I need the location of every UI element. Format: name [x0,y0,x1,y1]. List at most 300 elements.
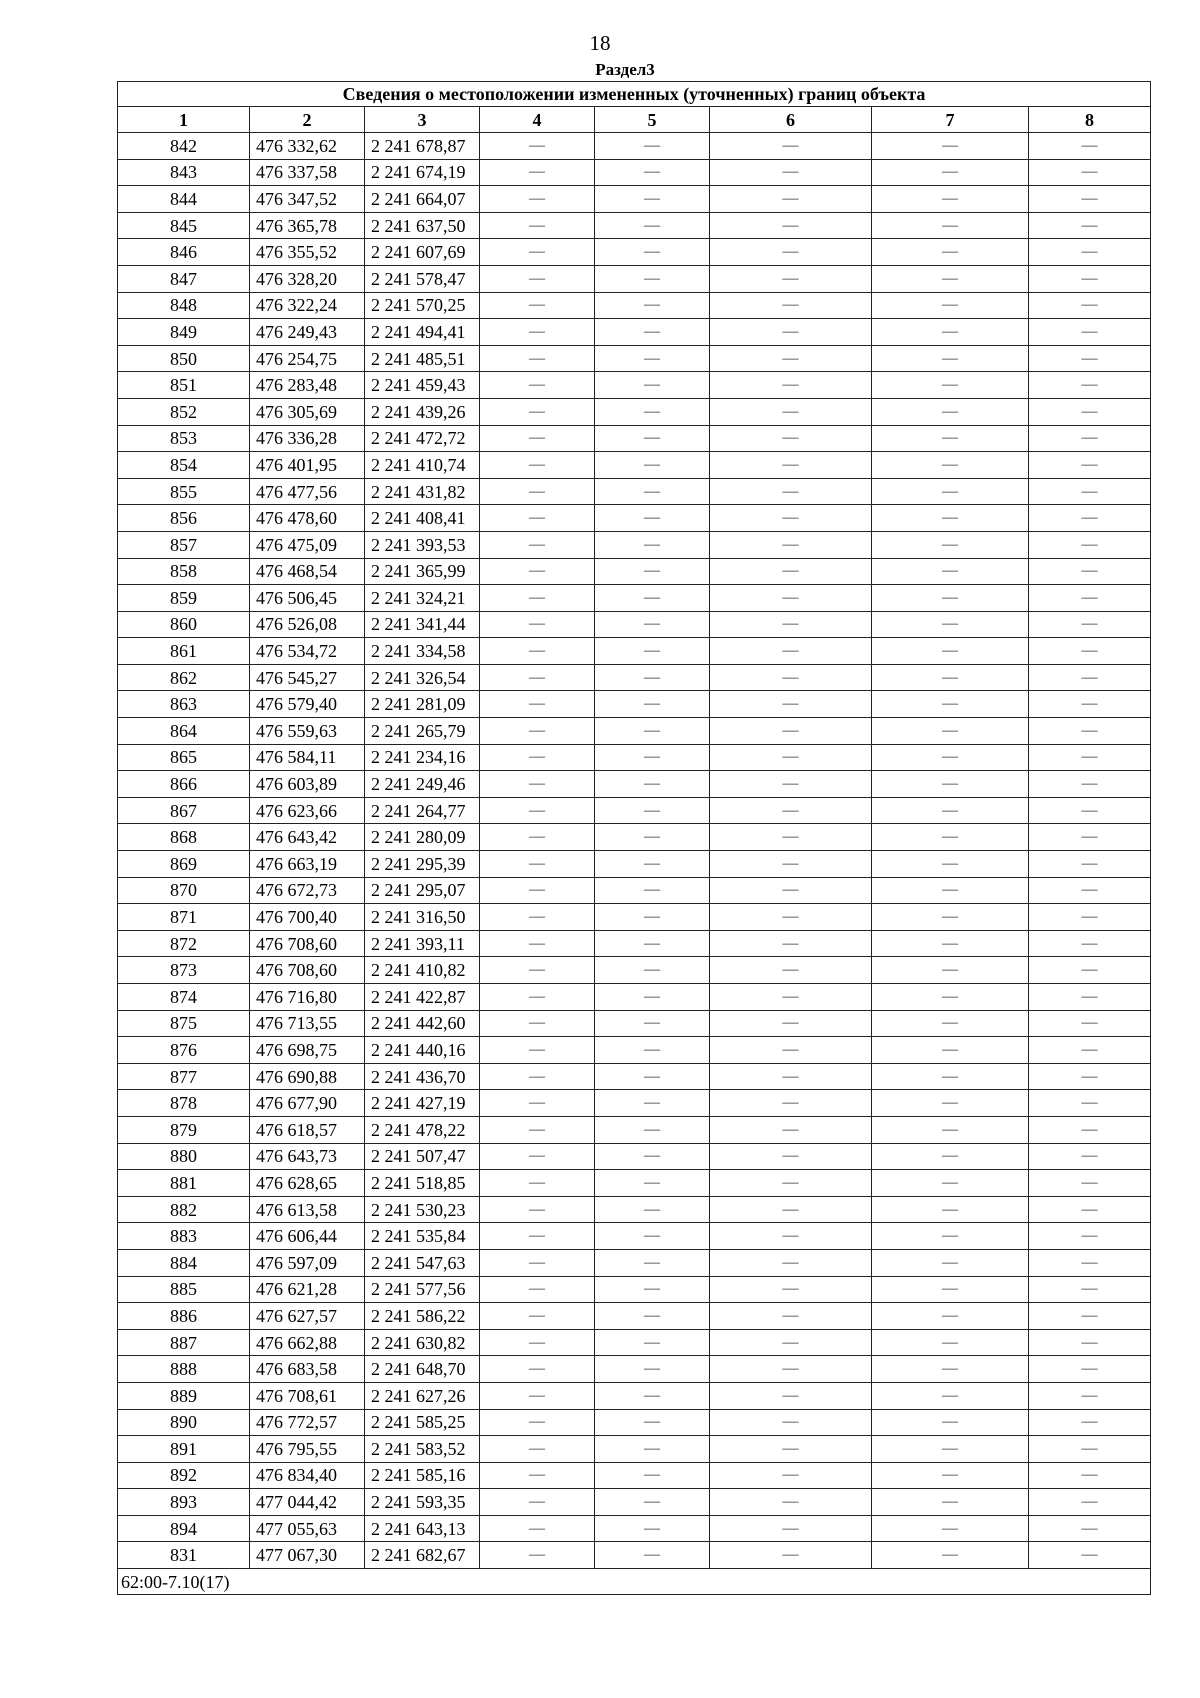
empty-cell-col-5: — [595,398,710,425]
empty-cell-col-4: — [480,1356,595,1383]
empty-cell-col-5: — [595,691,710,718]
x-coordinate-cell: 476 628,65 [250,1170,365,1197]
table-row [118,638,1151,665]
empty-cell-col-5: — [595,1063,710,1090]
empty-cell-col-8: — [1029,1303,1151,1330]
y-coordinate-cell: 2 241 678,87 [365,133,480,160]
empty-cell-col-4: — [480,1196,595,1223]
empty-cell-col-7: — [872,1249,1029,1276]
empty-cell-col-5: — [595,585,710,612]
y-coordinate-cell: 2 241 643,13 [365,1515,480,1542]
empty-cell-col-6: — [710,265,872,292]
empty-cell-col-8: — [1029,452,1151,479]
point-number-cell: 865 [118,744,250,771]
table-row [118,1515,1151,1542]
point-number-cell: 892 [118,1462,250,1489]
empty-cell-col-8: — [1029,478,1151,505]
empty-cell-col-5: — [595,638,710,665]
table-row [118,1462,1151,1489]
empty-cell-col-5: — [595,930,710,957]
empty-cell-col-7: — [872,1489,1029,1516]
empty-cell-col-4: — [480,1542,595,1569]
empty-cell-col-7: — [872,505,1029,532]
x-coordinate-cell: 476 795,55 [250,1436,365,1463]
empty-cell-col-6: — [710,611,872,638]
point-number-cell: 889 [118,1382,250,1409]
x-coordinate-cell: 476 772,57 [250,1409,365,1436]
empty-cell-col-8: — [1029,1409,1151,1436]
column-number: 5 [595,107,710,133]
empty-cell-col-4: — [480,345,595,372]
y-coordinate-cell: 2 241 281,09 [365,691,480,718]
empty-cell-col-7: — [872,957,1029,984]
point-number-cell: 849 [118,319,250,346]
empty-cell-col-5: — [595,1489,710,1516]
point-number-cell: 852 [118,398,250,425]
empty-cell-col-8: — [1029,1116,1151,1143]
empty-cell-col-6: — [710,851,872,878]
y-coordinate-cell: 2 241 393,53 [365,531,480,558]
x-coordinate-cell: 476 708,60 [250,930,365,957]
table-row [118,797,1151,824]
empty-cell-col-6: — [710,691,872,718]
column-number: 7 [872,107,1029,133]
point-number-cell: 870 [118,877,250,904]
table-row [118,186,1151,213]
x-coordinate-cell: 476 672,73 [250,877,365,904]
empty-cell-col-7: — [872,1063,1029,1090]
empty-cell-col-8: — [1029,1196,1151,1223]
empty-cell-col-5: — [595,744,710,771]
empty-cell-col-5: — [595,1409,710,1436]
empty-cell-col-4: — [480,1090,595,1117]
empty-cell-col-5: — [595,1037,710,1064]
x-coordinate-cell: 476 677,90 [250,1090,365,1117]
empty-cell-col-8: — [1029,558,1151,585]
point-number-cell: 848 [118,292,250,319]
empty-cell-col-7: — [872,478,1029,505]
empty-cell-col-5: — [595,292,710,319]
empty-cell-col-4: — [480,984,595,1011]
empty-cell-col-7: — [872,691,1029,718]
boundary-coordinates-table [117,81,1151,1595]
column-number: 3 [365,107,480,133]
empty-cell-col-5: — [595,1143,710,1170]
table-row [118,585,1151,612]
empty-cell-col-7: — [872,585,1029,612]
empty-cell-col-6: — [710,984,872,1011]
empty-cell-col-7: — [872,1382,1029,1409]
y-coordinate-cell: 2 241 431,82 [365,478,480,505]
point-number-cell: 867 [118,797,250,824]
x-coordinate-cell: 476 662,88 [250,1329,365,1356]
point-number-cell: 888 [118,1356,250,1383]
y-coordinate-cell: 2 241 365,99 [365,558,480,585]
x-coordinate-cell: 476 713,55 [250,1010,365,1037]
empty-cell-col-8: — [1029,1382,1151,1409]
empty-cell-col-4: — [480,1143,595,1170]
column-number: 8 [1029,107,1151,133]
column-numbers-row [118,107,1151,133]
empty-cell-col-8: — [1029,1090,1151,1117]
y-coordinate-cell: 2 241 585,16 [365,1462,480,1489]
x-coordinate-cell: 476 347,52 [250,186,365,213]
empty-cell-col-8: — [1029,930,1151,957]
x-coordinate-cell: 476 477,56 [250,478,365,505]
empty-cell-col-5: — [595,851,710,878]
empty-cell-col-5: — [595,1329,710,1356]
y-coordinate-cell: 2 241 518,85 [365,1170,480,1197]
x-coordinate-cell: 476 337,58 [250,159,365,186]
x-coordinate-cell: 476 559,63 [250,718,365,745]
table-row [118,1037,1151,1064]
empty-cell-col-6: — [710,824,872,851]
empty-cell-col-6: — [710,1196,872,1223]
empty-cell-col-8: — [1029,212,1151,239]
y-coordinate-cell: 2 241 507,47 [365,1143,480,1170]
empty-cell-col-8: — [1029,851,1151,878]
empty-cell-col-5: — [595,531,710,558]
empty-cell-col-8: — [1029,1515,1151,1542]
empty-cell-col-4: — [480,265,595,292]
point-number-cell: 875 [118,1010,250,1037]
empty-cell-col-8: — [1029,1489,1151,1516]
point-number-cell: 854 [118,452,250,479]
x-coordinate-cell: 476 355,52 [250,239,365,266]
empty-cell-col-7: — [872,744,1029,771]
empty-cell-col-4: — [480,1515,595,1542]
empty-cell-col-8: — [1029,718,1151,745]
empty-cell-col-8: — [1029,1223,1151,1250]
y-coordinate-cell: 2 241 577,56 [365,1276,480,1303]
y-coordinate-cell: 2 241 472,72 [365,425,480,452]
x-coordinate-cell: 477 067,30 [250,1542,365,1569]
empty-cell-col-8: — [1029,1436,1151,1463]
empty-cell-col-4: — [480,212,595,239]
empty-cell-col-5: — [595,957,710,984]
empty-cell-col-4: — [480,1409,595,1436]
point-number-cell: 876 [118,1037,250,1064]
empty-cell-col-8: — [1029,1542,1151,1569]
table-row [118,1489,1151,1516]
empty-cell-col-7: — [872,1356,1029,1383]
x-coordinate-cell: 476 478,60 [250,505,365,532]
empty-cell-col-5: — [595,212,710,239]
point-number-cell: 864 [118,718,250,745]
table-row [118,1356,1151,1383]
table-row [118,904,1151,931]
table-row [118,718,1151,745]
empty-cell-col-8: — [1029,186,1151,213]
empty-cell-col-5: — [595,186,710,213]
empty-cell-col-8: — [1029,638,1151,665]
table-row [118,771,1151,798]
empty-cell-col-5: — [595,664,710,691]
y-coordinate-cell: 2 241 485,51 [365,345,480,372]
empty-cell-col-6: — [710,1542,872,1569]
empty-cell-col-7: — [872,1170,1029,1197]
table-row [118,1436,1151,1463]
empty-cell-col-7: — [872,611,1029,638]
y-coordinate-cell: 2 241 607,69 [365,239,480,266]
empty-cell-col-8: — [1029,1276,1151,1303]
x-coordinate-cell: 476 584,11 [250,744,365,771]
empty-cell-col-6: — [710,478,872,505]
y-coordinate-cell: 2 241 265,79 [365,718,480,745]
table-row [118,1010,1151,1037]
empty-cell-col-7: — [872,452,1029,479]
empty-cell-col-8: — [1029,611,1151,638]
empty-cell-col-8: — [1029,265,1151,292]
empty-cell-col-7: — [872,212,1029,239]
empty-cell-col-5: — [595,1542,710,1569]
empty-cell-col-8: — [1029,319,1151,346]
empty-cell-col-6: — [710,664,872,691]
empty-cell-col-6: — [710,771,872,798]
empty-cell-col-4: — [480,159,595,186]
y-coordinate-cell: 2 241 410,82 [365,957,480,984]
empty-cell-col-4: — [480,452,595,479]
empty-cell-col-6: — [710,1249,872,1276]
empty-cell-col-8: — [1029,345,1151,372]
empty-cell-col-5: — [595,478,710,505]
table-row [118,984,1151,1011]
empty-cell-col-4: — [480,1223,595,1250]
empty-cell-col-6: — [710,1276,872,1303]
point-number-cell: 883 [118,1223,250,1250]
empty-cell-col-4: — [480,638,595,665]
empty-cell-col-7: — [872,664,1029,691]
empty-cell-col-7: — [872,425,1029,452]
x-coordinate-cell: 476 627,57 [250,1303,365,1330]
y-coordinate-cell: 2 241 427,19 [365,1090,480,1117]
empty-cell-col-6: — [710,1515,872,1542]
empty-cell-col-6: — [710,186,872,213]
table-row [118,1303,1151,1330]
table-row [118,372,1151,399]
point-number-cell: 868 [118,824,250,851]
empty-cell-col-4: — [480,292,595,319]
y-coordinate-cell: 2 241 664,07 [365,186,480,213]
empty-cell-col-7: — [872,904,1029,931]
point-number-cell: 885 [118,1276,250,1303]
empty-cell-col-5: — [595,877,710,904]
empty-cell-col-8: — [1029,1249,1151,1276]
empty-cell-col-8: — [1029,292,1151,319]
table-row [118,1223,1151,1250]
empty-cell-col-8: — [1029,1329,1151,1356]
point-number-cell: 886 [118,1303,250,1330]
empty-cell-col-5: — [595,1196,710,1223]
empty-cell-col-4: — [480,1329,595,1356]
empty-cell-col-8: — [1029,1037,1151,1064]
table-row [118,1170,1151,1197]
empty-cell-col-8: — [1029,1143,1151,1170]
x-coordinate-cell: 476 336,28 [250,425,365,452]
empty-cell-col-4: — [480,1170,595,1197]
empty-cell-col-7: — [872,372,1029,399]
point-number-cell: 853 [118,425,250,452]
empty-cell-col-4: — [480,133,595,160]
x-coordinate-cell: 476 603,89 [250,771,365,798]
empty-cell-col-4: — [480,319,595,346]
table-footer-row [118,1569,1151,1595]
x-coordinate-cell: 476 623,66 [250,797,365,824]
point-number-cell: 869 [118,851,250,878]
empty-cell-col-8: — [1029,744,1151,771]
empty-cell-col-7: — [872,1116,1029,1143]
x-coordinate-cell: 476 534,72 [250,638,365,665]
y-coordinate-cell: 2 241 249,46 [365,771,480,798]
empty-cell-col-5: — [595,984,710,1011]
empty-cell-col-8: — [1029,691,1151,718]
table-row [118,877,1151,904]
x-coordinate-cell: 476 690,88 [250,1063,365,1090]
y-coordinate-cell: 2 241 326,54 [365,664,480,691]
x-coordinate-cell: 476 322,24 [250,292,365,319]
empty-cell-col-5: — [595,1090,710,1117]
table-row [118,691,1151,718]
y-coordinate-cell: 2 241 393,11 [365,930,480,957]
empty-cell-col-6: — [710,531,872,558]
empty-cell-col-5: — [595,558,710,585]
x-coordinate-cell: 476 283,48 [250,372,365,399]
empty-cell-col-6: — [710,957,872,984]
table-row [118,212,1151,239]
empty-cell-col-6: — [710,558,872,585]
empty-cell-col-6: — [710,930,872,957]
empty-cell-col-5: — [595,425,710,452]
x-coordinate-cell: 476 834,40 [250,1462,365,1489]
empty-cell-col-8: — [1029,664,1151,691]
y-coordinate-cell: 2 241 535,84 [365,1223,480,1250]
empty-cell-col-4: — [480,398,595,425]
y-coordinate-cell: 2 241 627,26 [365,1382,480,1409]
y-coordinate-cell: 2 241 234,16 [365,744,480,771]
point-number-cell: 859 [118,585,250,612]
empty-cell-col-5: — [595,1436,710,1463]
y-coordinate-cell: 2 241 630,82 [365,1329,480,1356]
empty-cell-col-4: — [480,425,595,452]
empty-cell-col-6: — [710,1329,872,1356]
empty-cell-col-7: — [872,319,1029,346]
table-row [118,452,1151,479]
point-number-cell: 872 [118,930,250,957]
empty-cell-col-4: — [480,1037,595,1064]
y-coordinate-cell: 2 241 436,70 [365,1063,480,1090]
x-coordinate-cell: 476 698,75 [250,1037,365,1064]
empty-cell-col-5: — [595,1116,710,1143]
point-number-cell: 843 [118,159,250,186]
empty-cell-col-6: — [710,133,872,160]
empty-cell-col-6: — [710,372,872,399]
table-row [118,1196,1151,1223]
empty-cell-col-7: — [872,531,1029,558]
x-coordinate-cell: 476 613,58 [250,1196,365,1223]
y-coordinate-cell: 2 241 280,09 [365,824,480,851]
empty-cell-col-5: — [595,797,710,824]
table-row [118,744,1151,771]
empty-cell-col-7: — [872,1515,1029,1542]
y-coordinate-cell: 2 241 494,41 [365,319,480,346]
empty-cell-col-6: — [710,1116,872,1143]
table-row [118,265,1151,292]
empty-cell-col-5: — [595,319,710,346]
x-coordinate-cell: 476 254,75 [250,345,365,372]
empty-cell-col-5: — [595,1303,710,1330]
y-coordinate-cell: 2 241 578,47 [365,265,480,292]
empty-cell-col-6: — [710,1489,872,1516]
empty-cell-col-8: — [1029,797,1151,824]
table-row [118,611,1151,638]
section-title: Раздел3 [595,60,655,79]
empty-cell-col-7: — [872,133,1029,160]
table-row [118,1090,1151,1117]
x-coordinate-cell: 476 305,69 [250,398,365,425]
table-row [118,292,1151,319]
empty-cell-col-7: — [872,239,1029,266]
empty-cell-col-4: — [480,851,595,878]
empty-cell-col-7: — [872,1329,1029,1356]
empty-cell-col-4: — [480,744,595,771]
empty-cell-col-7: — [872,1143,1029,1170]
empty-cell-col-5: — [595,133,710,160]
x-coordinate-cell: 476 708,60 [250,957,365,984]
empty-cell-col-4: — [480,930,595,957]
empty-cell-col-6: — [710,292,872,319]
empty-cell-col-4: — [480,478,595,505]
empty-cell-col-5: — [595,1515,710,1542]
empty-cell-col-4: — [480,877,595,904]
empty-cell-col-7: — [872,824,1029,851]
table-row [118,1382,1151,1409]
empty-cell-col-7: — [872,1542,1029,1569]
y-coordinate-cell: 2 241 410,74 [365,452,480,479]
empty-cell-col-8: — [1029,1010,1151,1037]
empty-cell-col-7: — [872,1462,1029,1489]
point-number-cell: 862 [118,664,250,691]
point-number-cell: 846 [118,239,250,266]
empty-cell-col-7: — [872,1436,1029,1463]
empty-cell-col-5: — [595,265,710,292]
table-row [118,531,1151,558]
x-coordinate-cell: 476 332,62 [250,133,365,160]
empty-cell-col-8: — [1029,585,1151,612]
empty-cell-col-5: — [595,452,710,479]
point-number-cell: 847 [118,265,250,292]
point-number-cell: 861 [118,638,250,665]
empty-cell-col-6: — [710,1436,872,1463]
empty-cell-col-6: — [710,797,872,824]
empty-cell-col-6: — [710,398,872,425]
column-number: 6 [710,107,872,133]
table-row [118,957,1151,984]
empty-cell-col-5: — [595,611,710,638]
x-coordinate-cell: 476 475,09 [250,531,365,558]
empty-cell-col-7: — [872,851,1029,878]
point-number-cell: 874 [118,984,250,1011]
table-row [118,398,1151,425]
empty-cell-col-7: — [872,638,1029,665]
x-coordinate-cell: 476 683,58 [250,1356,365,1383]
table-row [118,930,1151,957]
point-number-cell: 850 [118,345,250,372]
empty-cell-col-7: — [872,1276,1029,1303]
empty-cell-col-4: — [480,904,595,931]
empty-cell-col-8: — [1029,957,1151,984]
empty-cell-col-7: — [872,930,1029,957]
y-coordinate-cell: 2 241 324,21 [365,585,480,612]
